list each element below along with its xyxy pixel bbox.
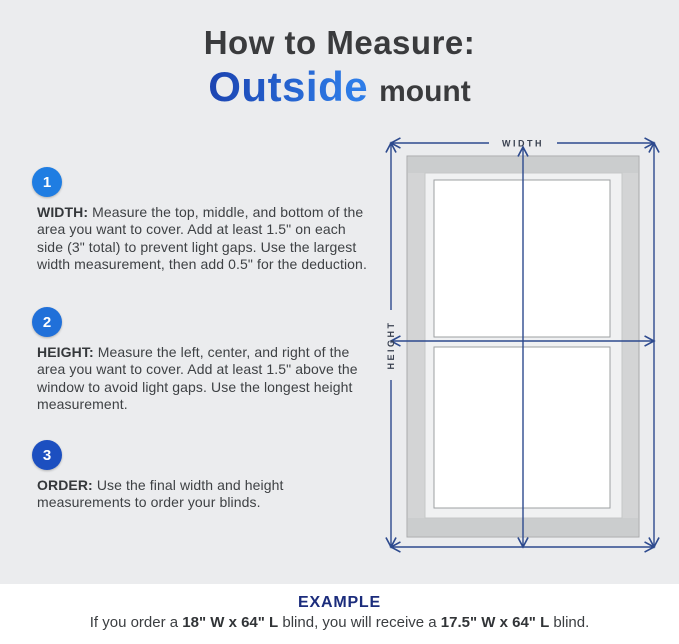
window-upper-pane <box>434 180 610 337</box>
example-middle: blind, you will receive a <box>278 614 441 631</box>
step-1-number: 1 <box>42 173 52 191</box>
step-width <box>37 167 371 274</box>
example-order-size: 18" W x 64" L <box>182 614 279 631</box>
step-1-text <box>37 204 371 274</box>
step-3-body: Use the final width and height measurements to order your blinds. <box>37 477 284 511</box>
example-prefix: If you order a <box>89 614 183 631</box>
step-1-label: WIDTH: <box>37 204 89 220</box>
title-suffix: mount <box>379 75 471 108</box>
example-receive-size: 17.5" W x 64" L <box>440 614 550 631</box>
step-3-label: ORDER: <box>37 477 93 493</box>
step-3-text <box>37 477 371 512</box>
page-title <box>0 24 679 111</box>
step-2-badge <box>32 307 62 337</box>
step-2-text <box>37 344 371 414</box>
example-line <box>0 614 679 631</box>
title-line-1: How to Measure: <box>203 24 476 61</box>
window-diagram-svg <box>378 130 670 555</box>
example-heading: EXAMPLE <box>298 594 381 611</box>
step-2-number: 2 <box>42 313 52 331</box>
step-3-badge <box>32 440 62 470</box>
window-diagram <box>378 130 670 555</box>
example-suffix: blind. <box>549 614 590 631</box>
step-2-label: HEIGHT: <box>37 344 94 360</box>
step-order <box>37 440 371 512</box>
step-1-body: Measure the top, middle, and bottom of the area you want to cover. Add at least 1.5" on each side (3" total) to prevent light gaps. Use the largest width measurement, then add 0.5" for the deduction. <box>37 204 367 273</box>
title-line-2 <box>0 63 679 111</box>
example-section <box>0 584 679 644</box>
step-3-number: 3 <box>42 446 52 464</box>
window-lower-pane <box>434 347 610 508</box>
title-highlight: Outside <box>208 63 369 110</box>
height-label: HEIGHT <box>386 320 396 370</box>
step-1-badge <box>32 167 62 197</box>
width-label: WIDTH <box>502 138 544 149</box>
step-2-body: Measure the left, center, and right of the area you want to cover. Add at least 1.5" above the window to avoid light gaps. Use the longest height measurement. <box>37 344 358 413</box>
step-height <box>37 307 371 414</box>
